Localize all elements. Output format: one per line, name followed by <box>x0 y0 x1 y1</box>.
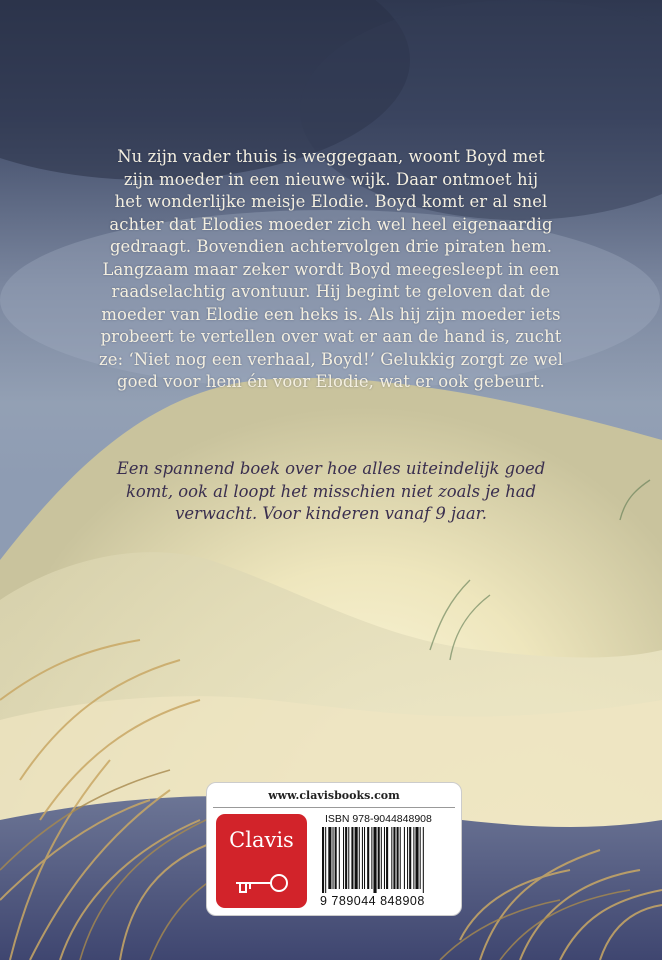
barcode-bar <box>373 827 376 893</box>
barcode-bar <box>404 827 405 889</box>
barcode-number: 9 789044 848908 <box>320 894 425 908</box>
barcode-bar <box>339 827 340 889</box>
blurb-line: raadselachtig avontuur. Hij begint te geloven dat de <box>111 282 551 301</box>
blurb-line: achter dat Elodies moeder zich wel heel eigenaardig <box>109 214 553 234</box>
barcode-bar <box>333 827 334 889</box>
divider <box>213 807 455 808</box>
barcode-bar <box>415 827 418 889</box>
tagline-line: komt, ook al loopt het misschien niet zoals je had <box>125 481 537 501</box>
barcode-bar <box>362 827 363 889</box>
barcode-bar <box>367 827 369 889</box>
tagline-line: verwacht. Voor kinderen vanaf 9 jaar. <box>175 504 487 523</box>
barcode-bar <box>413 827 414 889</box>
blurb-line: zijn moeder in een nieuwe wijk. Daar ontmoet hij <box>123 169 539 189</box>
barcode-bar <box>325 827 326 893</box>
blurb-line: ze: ‘Niet nog een verhaal, Boyd!’ Gelukkig zorgt ze wel <box>99 349 563 369</box>
barcode-bar <box>371 827 372 889</box>
barcode-bar <box>420 827 421 889</box>
barcode-bar <box>364 827 365 889</box>
barcode-panel <box>206 782 462 916</box>
blurb-line: het wonderlijke meisje Elodie. Boyd komt er al snel <box>114 192 548 211</box>
barcode-bar <box>381 827 382 889</box>
publisher-logo <box>216 814 307 908</box>
blurb-line: goed voor hem én voor Elodie, wat er ook gebeurt. <box>117 372 545 391</box>
barcode-bar <box>345 827 347 889</box>
blurb-line: Nu zijn vader thuis is weggegaan, woont Boyd met <box>117 147 545 166</box>
barcode-bar <box>378 827 380 889</box>
key-icon <box>232 872 292 898</box>
barcode-icon <box>320 827 456 893</box>
blurb-line: gedraagt. Bovendien achtervolgen drie piraten hem. <box>109 237 553 256</box>
blurb-line: Langzaam maar zeker wordt Boyd meegesleept in een <box>102 259 560 279</box>
barcode-bar <box>400 827 401 889</box>
barcode-bar <box>407 827 408 889</box>
barcode-bar <box>359 827 360 889</box>
barcode-bar <box>393 827 395 889</box>
barcode-bar <box>335 827 337 889</box>
blurb-line: moeder van Elodie een heks is. Als hij zijn moeder iets <box>101 304 561 324</box>
barcode-bar <box>391 827 392 889</box>
tagline-line: Een spannend boek over hoe alles uiteindelijk goed <box>116 459 546 478</box>
isbn-label: ISBN 978-9044848908 <box>325 813 432 825</box>
publisher-website: www.clavisbooks.com <box>268 789 400 802</box>
barcode-bar <box>343 827 344 889</box>
barcode-bar <box>423 827 424 893</box>
barcode-bar <box>348 827 349 889</box>
barcode-bar <box>322 827 324 893</box>
barcode-bar <box>328 827 331 889</box>
barcode-bar <box>386 827 388 889</box>
tagline-text <box>96 458 566 526</box>
barcode-bar <box>397 827 399 889</box>
blurb-line: probeert te vertellen over wat er aan de hand is, zucht <box>100 327 562 346</box>
blurb-text <box>96 146 566 394</box>
barcode-bar <box>384 827 385 889</box>
barcode-bar <box>351 827 353 889</box>
publisher-logo-text: Clavis <box>229 828 294 852</box>
barcode-bar <box>409 827 411 889</box>
barcode-bar <box>355 827 358 889</box>
